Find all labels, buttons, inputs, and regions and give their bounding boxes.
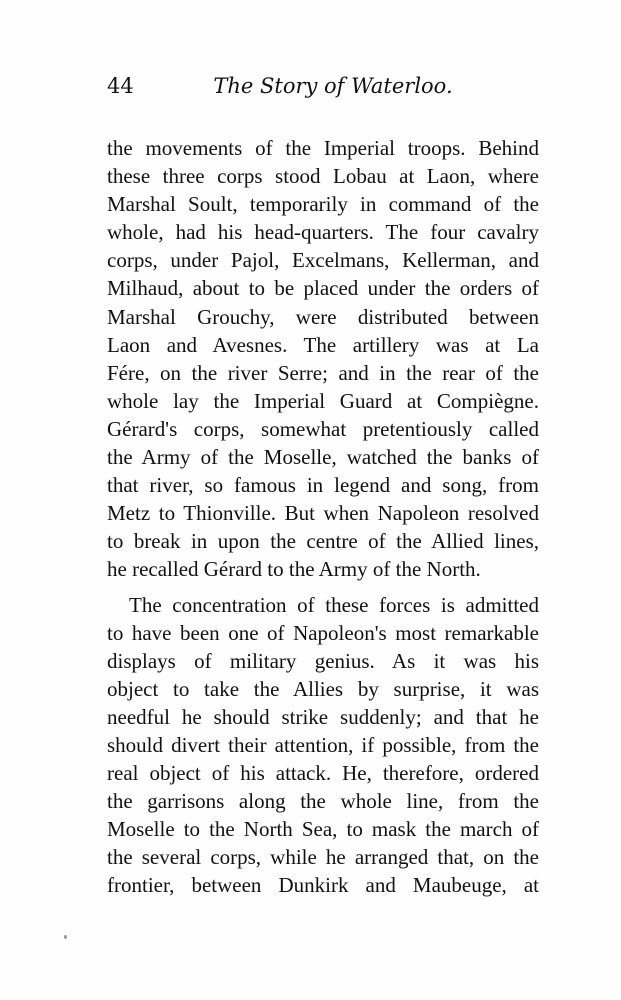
text-line: needful he should strike suddenly; and that he xyxy=(107,704,539,729)
text-line: frontier, between Dunkirk and Maubeuge, at xyxy=(107,873,539,898)
text-line: The concentration of these forces is admitted xyxy=(129,592,539,617)
text-line: these three corps stood Lobau at Laon, where xyxy=(107,164,539,189)
text-line: Marshal Grouchy, were distributed between xyxy=(107,304,539,329)
text-line: he recalled Gérard to the Army of the North. xyxy=(107,557,481,582)
text-line: real object of his attack. He, therefore, ordered xyxy=(107,761,539,786)
text-line: Milhaud, about to be placed under the orders of xyxy=(107,276,539,301)
text-line: the garrisons along the whole line, from the xyxy=(107,789,539,814)
text-line: whole, had his head-quarters. The four cavalry xyxy=(107,220,539,245)
text-line: Laon and Avesnes. The artillery was at La xyxy=(107,332,539,357)
text-line: Metz to Thionville. But when Napoleon resolved xyxy=(107,501,539,526)
text-line: should divert their attention, if possible, from the xyxy=(107,732,539,757)
text-line: Marshal Soult, temporarily in command of the xyxy=(107,192,539,217)
text-line: the Army of the Moselle, watched the banks of xyxy=(107,445,539,470)
text-line: whole lay the Imperial Guard at Compiègne. xyxy=(107,388,539,413)
text-line: displays of military genius. As it was his xyxy=(107,648,539,673)
paragraph xyxy=(107,591,539,900)
page-header xyxy=(107,74,539,108)
text-line: to have been one of Napoleon's most remarkable xyxy=(107,620,539,645)
text-line: Gérard's corps, somewhat pretentiously called xyxy=(107,416,539,441)
text-line: the movements of the Imperial troops. Behind xyxy=(107,136,539,160)
running-title: The Story of Waterloo. xyxy=(213,74,453,98)
text-line: Fére, on the river Serre; and in the rear of the xyxy=(107,360,539,385)
text-line: to break in upon the centre of the Allied lines, xyxy=(107,529,539,554)
page-number: 44 xyxy=(107,74,134,98)
text-line: that river, so famous in legend and song, from xyxy=(107,473,539,498)
text-line: the several corps, while he arranged that, on the xyxy=(107,845,539,870)
text-line: object to take the Allies by surprise, it was xyxy=(107,676,539,701)
paragraph xyxy=(107,134,539,584)
text-line: Moselle to the North Sea, to mask the march of xyxy=(107,817,539,842)
text-line: corps, under Pajol, Excelmans, Kellerman, and xyxy=(107,248,539,273)
paragraph-gap xyxy=(107,584,539,591)
ink-speck xyxy=(64,935,67,939)
body-text xyxy=(107,134,539,900)
